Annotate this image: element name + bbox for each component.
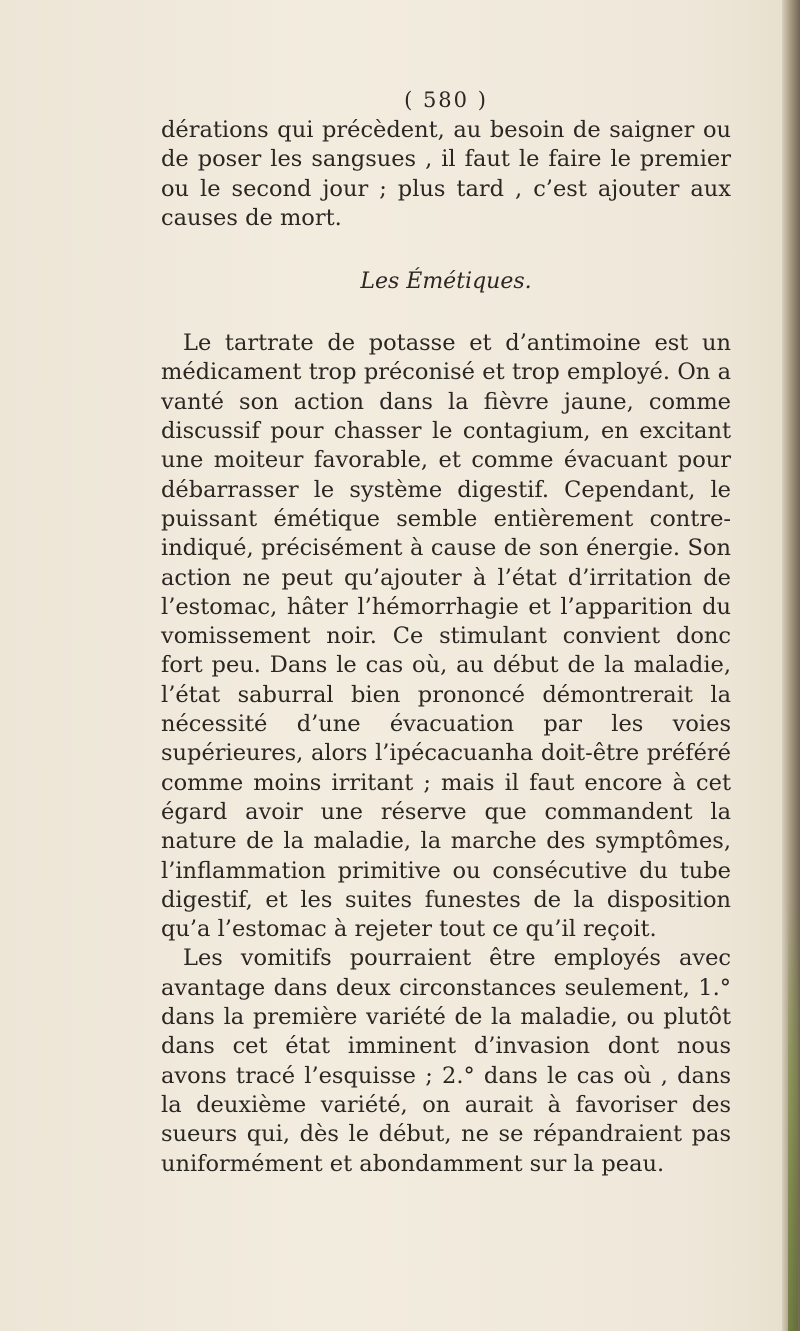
paragraph-vomitifs: Les vomitifs pourraient être employés avec avantage dans deux circonstances seulement, 1.° dans la première variété de la maladie, ou plutôt dans cet état imminent d’invasion dont nous avons tracé l’esquisse ; 2.° dans le cas où , dans la deuxième variété, on aurait à favoriser des sueurs qui, dès le début, ne se répandraient pas uniformément et abondamment sur la peau. <box>161 945 731 1177</box>
paragraph-continuation: dérations qui précèdent, au besoin de saigner ou de poser les sangsues , il faut le faire le premier ou le second jour ; plus tard , c’est ajouter aux causes de mort. <box>161 117 731 231</box>
section-heading: Les Émétiques. <box>360 269 532 295</box>
page-content <box>161 86 731 1179</box>
paragraph-tartrate: Le tartrate de potasse et d’antimoine est un médicament trop préconisé et trop employé. On a vanté son action dans la fièvre jaune, comme discussif pour chasser le contagium, en excitant une moiteur favorable, et comme évacuant pour débarrasser le système digestif. Cependant, le puissant émétique semble entièrement contre-indiqué, précisément à cause de son énergie. Son action ne peut qu’ajouter à l’état d’irritation de l’estomac, hâter l’hémorrhagie et l’apparition du vomissement noir. Ce stimulant convient donc fort peu. Dans le cas où, au début de la maladie, l’état saburral bien prononcé démontrerait la nécessité d’une évacuation par les voies supérieures, alors l’ipécacuanha doit-être préféré comme moins irritant ; mais il faut encore à cet égard avoir une réserve que commandent la nature de la maladie, la marche des symptômes, l’inflammation primitive ou consécutive du tube digestif, et les suites funestes de la disposition qu’a l’estomac à rejeter tout ce qu’il reçoit. <box>161 330 731 943</box>
page-number: ( 580 ) <box>404 88 488 112</box>
binding-edge <box>782 0 800 1331</box>
